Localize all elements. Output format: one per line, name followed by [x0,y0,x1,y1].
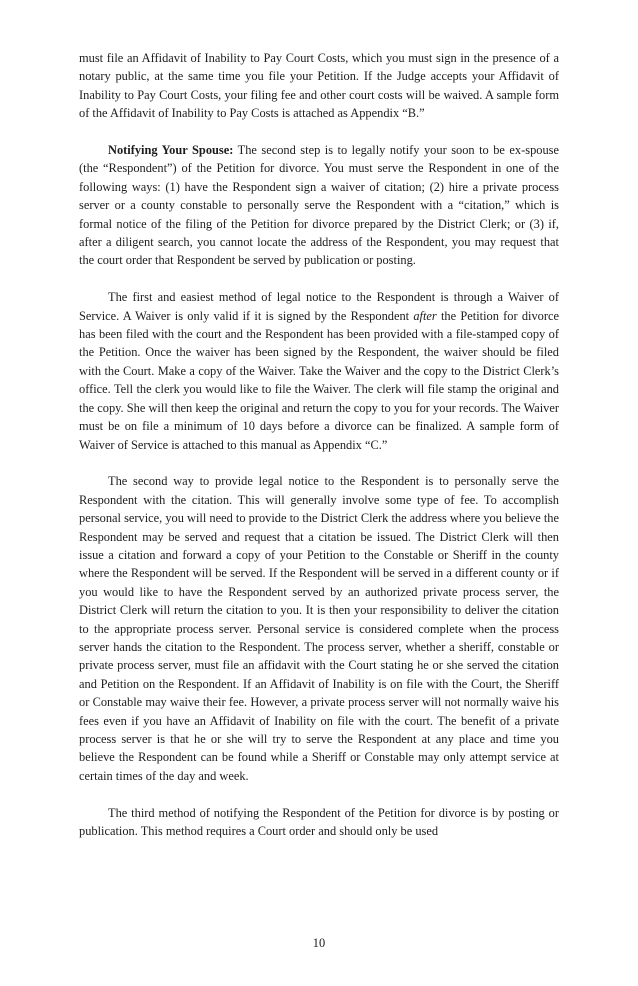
paragraph-waiver-text-part2: the Petition for divorce has been filed with the court and the Respondent has been provided with a file-stamped copy of the Petition. Once the waiver has been signed by the Respondent, the waiver should be filed with the Court. Make a copy of the Waiver. Take the Waiver and the copy to the District Clerk’s office. Tell the clerk you would like to file the Waiver. The clerk will file stamp the original and the copy. She will then keep the original and return the copy to you for your records. The Waiver must be on file a minimum of 10 days before a divorce can be finalized. A sample form of Waiver of Service is attached to this manual as Appendix “C.” [79,308,559,452]
document-page [79,49,559,859]
paragraph-notifying-your-spouse [79,141,559,270]
paragraph-personal-service: The second way to provide legal notice to the Respondent is to personally serve the Respondent with the citation. This will generally involve some type of fee. To accomplish personal service, you will need to provide to the District Clerk the address where you believe the Respondent may be served and request that a citation be issued. The District Clerk will then issue a citation and forward a copy of your Petition to the Constable or Sheriff in the county where the Respondent will be served. If the Respondent will be served in a different county or if you would like to have the Respondent served by an authorized private process server, the District Clerk will return the citation to you. It is then your responsibility to deliver the citation to the appropriate process server. Personal service is considered complete when the process server hands the citation to the Respondent. The process server, whether a sheriff, constable or private process server, must file an affidavit with the Court stating he or she served the citation and Petition on the Respondent. If an Affidavit of Inability is on file with the Court, the Sheriff or Constable may waive their fee. However, a private process server will not normally waive his fees even if you have an Affidavit of Inability on file with the court. The benefit of a private process server is that he or she will try to serve the Respondent at any place and time you believe the Respondent can be found while a Sheriff or Constable may only attempt service at certain times of the day and week. [79,474,559,783]
paragraph-affidavit-of-inability: must file an Affidavit of Inability to Pay Court Costs, which you must sign in the presence of a notary public, at the same time you file your Petition. If the Judge accepts your Affidavit of Inability to Pay Court Costs, your filing fee and other court costs will be waived. A sample form of the Affidavit of Inability to Pay Costs is attached as Appendix “B.” [79,51,559,121]
paragraph-waiver-text-part1: The first and easiest method of legal notice to the Respondent is through a Waiver of Service. A Waiver is only valid if it is signed by the Respondent [79,290,559,323]
emphasis-after: after [413,308,437,323]
page-number: 10 [312,936,326,950]
paragraph-posting-or-publication: The third method of notifying the Respondent of the Petition for divorce is by posting or publication. This method requires a Court order and should only be used [79,805,559,838]
section-heading-notifying-your-spouse: Notifying Your Spouse: [108,143,234,158]
paragraph-waiver-of-service [79,288,559,454]
paragraph-notifying-body: The second step is to legally notify your soon to be ex-spouse (the “Respondent”) of the Petition for divorce. You must serve the Respondent in one of the following ways: (1) have the Respondent sign a waiver of citation; (2) hire a private process server or a county constable to personally serve the Respondent with a “citation,” which is formal notice of the filing of the Petition for divorce prepared by the District Clerk; or (3) if, after a diligent search, you cannot locate the address of the Respondent, you may request that the court order that Respondent be served by publication or posting. [79,143,559,268]
